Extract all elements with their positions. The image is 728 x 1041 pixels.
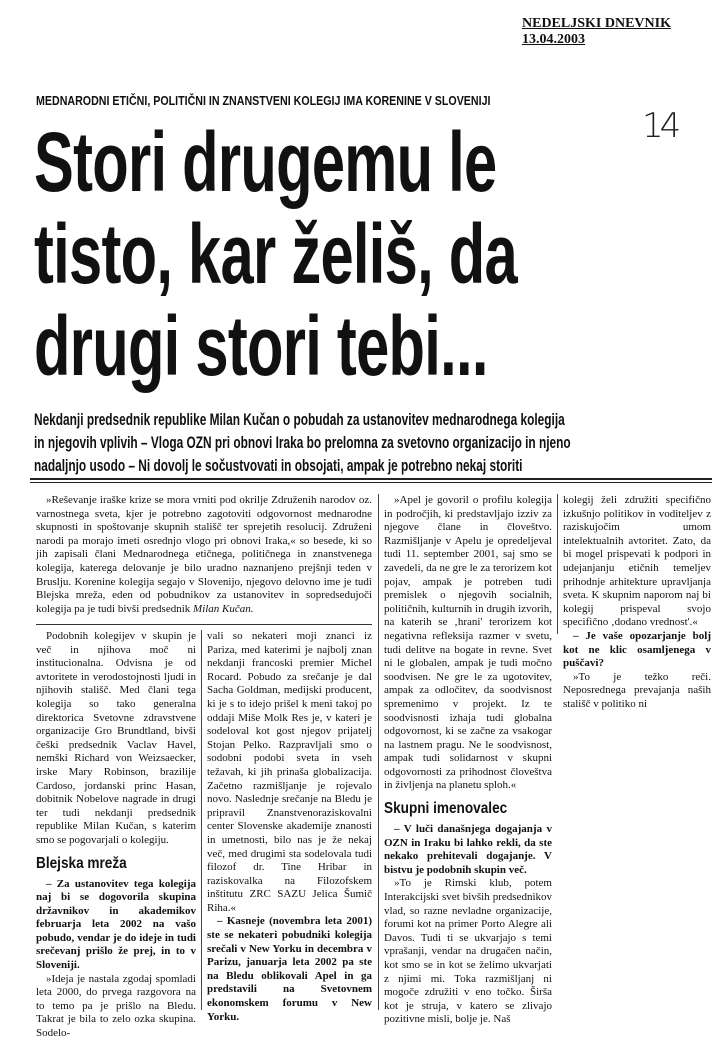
column-d bbox=[563, 494, 711, 712]
headline-line-2: tisto, kar želiš, da bbox=[34, 207, 517, 301]
column-b-question: – Kasneje (novembra leta 2001) ste se nekateri pobudniki kolegija srečali v New Yorku in decembra v Parizu, januarja leta 2002 pa ste na Bledu oblikovali Apel in ga predstavili na Svetovnem ekonomskem forumu v New Yorku. bbox=[207, 915, 372, 1023]
masthead bbox=[522, 16, 722, 48]
newspaper-name: NEDELJSKI DNEVNIK bbox=[522, 16, 671, 31]
deck-rule-thin bbox=[30, 482, 712, 483]
subhead-skupni-imenovalec: Skupni imenovalec bbox=[384, 800, 508, 818]
column-a-paragraph-1: Podobnih kolegijev v skupin je več in njihova moč ni institucionalna. Odvisna je od avtoritete in verodostojnosti ljudi in njihovih stališč. Med člani tega kolegija so tako generalna direktorica Svetovne zdravstvene organizacije Gro Brundtland, bivši češki predsednik Vaclav Havel, nemški Richard von Weizsaecker, irske Mary Robinson, brazilije Cardoso, jordanski princ Hasan, dobitnik Nobelove nagrade in drugi ter tudi nekdanji predsednik republike Milan Kučan, s katerim smo se pogovarjali o kolegiju. bbox=[36, 630, 196, 846]
column-d-question: – Je vaše opozarjanje bolj kot ne klic osamljenega v puščavi? bbox=[563, 629, 711, 670]
deck-line-1: Nekdanji predsednik republike Milan Kučan o pobudah za ustanovitev mednarodnega kolegija bbox=[34, 411, 565, 429]
column-a-paragraph-3: »Ideja je nastala zgodaj spomladi leta 2000, do prvega razgovora na to temo pa je prišlo na Bledu. Takrat je bila to zelo ozka skupina. Sodelo- bbox=[36, 972, 196, 1040]
column-divider-2 bbox=[378, 494, 379, 1010]
handwritten-page-number: 14 bbox=[642, 106, 678, 146]
lead-divider bbox=[36, 624, 372, 625]
deck bbox=[34, 409, 696, 478]
deck-line-3: nadaljnjo usodo – Ni dovolj le sočustvovati in obsojati, ampak je potrebno nekaj storiti bbox=[34, 457, 523, 475]
column-b-paragraph-1: vali so nekateri moji znanci iz Pariza, med katerimi je najbolj znan nekdanji francoski premier Michel Rocard. Pobudo za srečanje je dal Sacha Goldman, medijski producent, ki je s to idejo prišel k meni takoj po oddaji Miše Molk Res je, v kateri je sodeloval kot gost njegov prijatelj Stojan Pelko. Razpravljali smo o sodobni podobi sveta in vseh težavah, ki jih prinaša globalizacija. Začetno razmišljanje je rojevalo novo. Naslednje srečanje na Bledu je pripravil Znanstvenoraziskovalni center Slovenske akademije znanosti in umetnosti, bilo nas je že nekaj več, med drugimi sta sodelovala tudi filozof dr. Tine Hribar in raziskovalka na Filozofskem inštitutu ZRC SAZU Jelica Šumič Riha.« bbox=[207, 630, 372, 914]
deck-rule bbox=[30, 478, 712, 480]
lead-text: »Reševanje iraške krize se mora vrniti pod okrilje Združenih narodov oz. varnostnega sveta, kjer je potrebno zagotoviti odgovornost mednarodne skupnosti in spoštovanje skupnih stališč ter sprejetih resolucij. Združeni narodi pa morajo imeti osrednjo vlogo pri obnovi Iraka,« so besede, ki so jih zapisali člani Mednarodnega etičnega, političnega in znanstvenega kolegija, katerega delovanje je bilo uradno naznanjeno prejšnji teden v Bruslju. Korenine kolegija segajo v Slovenijo, njegovo delovno ime je tudi Blejska mreža, eden od pobudnikov za ustanovitev in sopredsedujoči kolegija pa je tudi bivši predsednik bbox=[36, 494, 372, 615]
headline-line-3: drugi stori tebi... bbox=[34, 299, 488, 393]
column-a bbox=[36, 630, 196, 1041]
column-c-paragraph-1: »Apel je govoril o profilu kolegija in področjih, ki predstavljajo izziv za njegove člane in človeštvo. Razmišljanje v Apelu je opredeljeval tudi 11. september 2001, saj smo se zavedeli, da ne gre le za terorizem kot pojav, ampak je potreben tudi premislek o njegovih socialnih, političnih, kulturnih in drugih izvorih, na katerih se ‚hrani' terorizem kot negativna refleksija razmer v svetu, tudi delitve na bogate in revne. Svet ni le globalen, ampak je tudi močno soodvisen. Ne gre le za ugotovitev, ampak za odločitev, da soodvisnost spremenimo v projekt. Iz te soodvisnosti izhaja tudi globalna odgovornost, ki se začne za vsakogar na lastnem pragu. Ne le soodvisnost, ampak tudi solidarnost v skupni odgovornosti za prihodnost človeštva in življenja na planetu sploh.« bbox=[384, 494, 552, 792]
column-c bbox=[384, 494, 552, 1027]
headline-line-1: Stori drugemu le bbox=[34, 115, 497, 209]
lead-paragraph bbox=[36, 494, 372, 616]
column-divider-1 bbox=[201, 630, 202, 1010]
subhead-blejska-mreza: Blejska mreža bbox=[36, 854, 127, 872]
lead-name: Milan Kučan. bbox=[193, 602, 254, 615]
headline bbox=[34, 116, 673, 392]
column-b bbox=[207, 630, 372, 1024]
deck-line-2: in njegovih vplivih – Vloga OZN pri obnovi Iraka bo prelomna za svetovno organizacijo in njeno bbox=[34, 434, 571, 452]
column-c-paragraph-3: »To je Rimski klub, potem Interakcijski svet bivših predsednikov vlad, so razne nevladne organizacije, forumi kot na primer Porto Alegre ali Davos. Tudi ti se ukvarjajo s temi vprašanji, vendar na drugačen način, kot smo se in kot se želimo ukvarjati z njimi mi. Toka razmišljanj ni mogoče združiti v eno točko. Širša kot je struja, v katero se zlivajo pozitivne misli, bolje je. Naš bbox=[384, 877, 552, 1026]
column-divider-3 bbox=[557, 494, 558, 634]
kicker: MEDNARODNI ETIČNI, POLITIČNI IN ZNANSTVENI KOLEGIJ IMA KORENINE V SLOVENIJI bbox=[36, 93, 491, 108]
column-d-paragraph-2: »To je težko reči. Neposrednega prevajanja naših stališč v politiko ni bbox=[563, 670, 711, 710]
column-c-question: – V luči današnjega dogajanja v OZN in Iraku bi lahko rekli, da ste nekako prehitevali dogajanje. V bistvu je podobnih skupin več. bbox=[384, 823, 552, 876]
publication-date: 13.04.2003 bbox=[522, 32, 585, 47]
column-a-question: – Za ustanovitev tega kolegija naj bi se dogovorila skupina državnikov in akademikov februarja leta 2002 na vašo pobudo, vendar je do ideje in tudi srečevanj prišlo že prej, in to v Sloveniji. bbox=[36, 877, 196, 972]
column-d-paragraph-1: kolegij želi združiti specifično izkušnjo politikov in voditeljev z raziskujočim umom intelektualnih avtoritet. Zato, da bi mogel prispevati k podpori in udejanjanju etičnih temeljev prihodnje arhitekture upravljanja sveta. K skupnim naporom naj bi kolegij prispeval svojo specifično ‚dodano vrednost'.« bbox=[563, 494, 711, 629]
